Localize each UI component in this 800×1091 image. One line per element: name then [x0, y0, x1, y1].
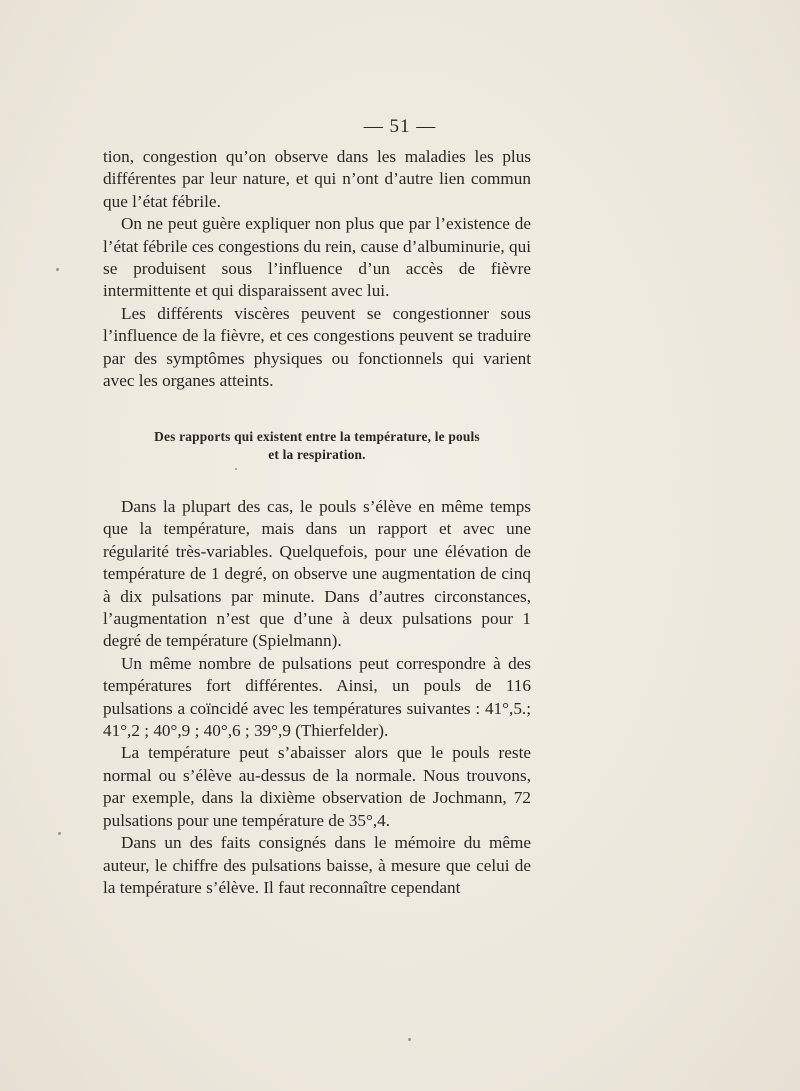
paragraph: Les différents viscères peuvent se congestionner sous l’influence de la fièvre, et ces congestions peuvent se traduire par des symptômes physiques ou fonctionnels qui varient avec les organes atteints.	[103, 303, 531, 391]
text-block-main	[103, 496, 531, 899]
text-block-intro	[103, 146, 531, 392]
paper-speck	[58, 832, 61, 835]
section-heading-line: et la respiration.	[268, 447, 366, 462]
paper-speck	[56, 268, 59, 271]
section-heading	[103, 428, 531, 464]
section-heading-line: Des rapports qui existent entre la température, le pouls	[154, 429, 480, 444]
page-number: — 51 —	[363, 116, 437, 137]
paragraph: tion, congestion qu’on observe dans les maladies les plus différentes par leur nature, et qui n’ont d’autre lien commun que l’état fébrile.	[103, 147, 531, 211]
paragraph: Dans la plupart des cas, le pouls s’élève en même temps que la température, mais dans un rapport et avec une régularité très-variables. Quelquefois, pour une élévation de température de 1 degré, on observe une augmentation de cinq à dix pulsations par minute. Dans d’autres circonstances, l’augmentation n’est que d’une à deux pulsations pour 1 degré de température (Spielmann).	[103, 497, 531, 651]
paragraph: La température peut s’abaisser alors que le pouls reste normal ou s’élève au-dessus de la normale. Nous trouvons, par exemple, dans la dixième observation de Jochmann, 72 pulsations pour une température de 35°,4.	[103, 743, 531, 830]
paper-speck	[235, 468, 237, 470]
paper-speck	[408, 1038, 411, 1041]
paragraph: Dans un des faits consignés dans le mémoire du même auteur, le chiffre des pulsations baisse, à mesure que celui de la température s’élève. Il faut reconnaître cependant	[103, 833, 531, 897]
paragraph: On ne peut guère expliquer non plus que par l’existence de l’état fébrile ces congestions du rein, cause d’albuminurie, qui se produisent sous l’influence d’un accès de fièvre intermittente et qui disparaissent avec lui.	[103, 214, 531, 301]
paragraph: Un même nombre de pulsations peut correspondre à des températures fort différentes. Ainsi, un pouls de 116 pulsations a coïncidé avec les températures suivantes : 41°,5.; 41°,2 ; 40°,9 ; 40°,6 ; 39°,9 (Thierfelder).	[103, 653, 531, 741]
